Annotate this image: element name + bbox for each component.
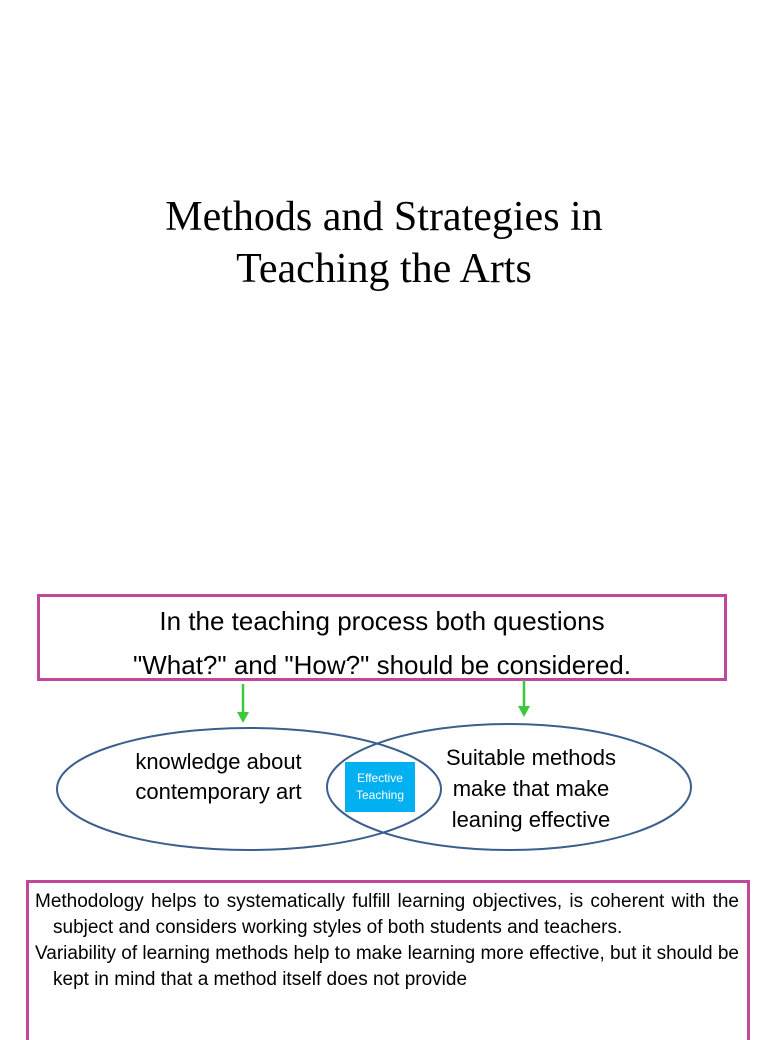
title-line-2: Teaching the Arts (236, 246, 532, 292)
right-label-line-2: make that make (452, 776, 610, 801)
venn-right-label (418, 742, 644, 835)
page-title (84, 191, 684, 295)
right-label-line-1: Suitable methods (446, 745, 616, 770)
badge-line-2: Teaching (355, 788, 405, 802)
left-label-line-1: knowledge about (135, 749, 302, 774)
left-label-line-2: contemporary art (135, 779, 302, 804)
badge-line-1: Effective (357, 771, 403, 785)
question-line-1: In the teaching process both questions (159, 606, 605, 636)
venn-left-label (96, 747, 341, 807)
right-label-line-3: leaning effective (451, 807, 611, 832)
question-line-2: "What?" and "How?" should be considered. (133, 650, 631, 680)
methodology-text-box (26, 880, 750, 1040)
title-line-1: Methods and Strategies in (165, 194, 603, 240)
effective-teaching-badge (345, 762, 415, 812)
paragraph-1: Methodology helps to systematically fulfill learning objectives, is coherent with the subject and considers working styles of both students and teachers. (35, 891, 739, 938)
left-arrow (237, 684, 249, 723)
paragraph-2: Variability of learning methods help to make learning more effective, but it should be kept in mind that a method itself does not provide (35, 943, 739, 990)
question-box (37, 594, 727, 681)
right-arrow (518, 680, 530, 717)
